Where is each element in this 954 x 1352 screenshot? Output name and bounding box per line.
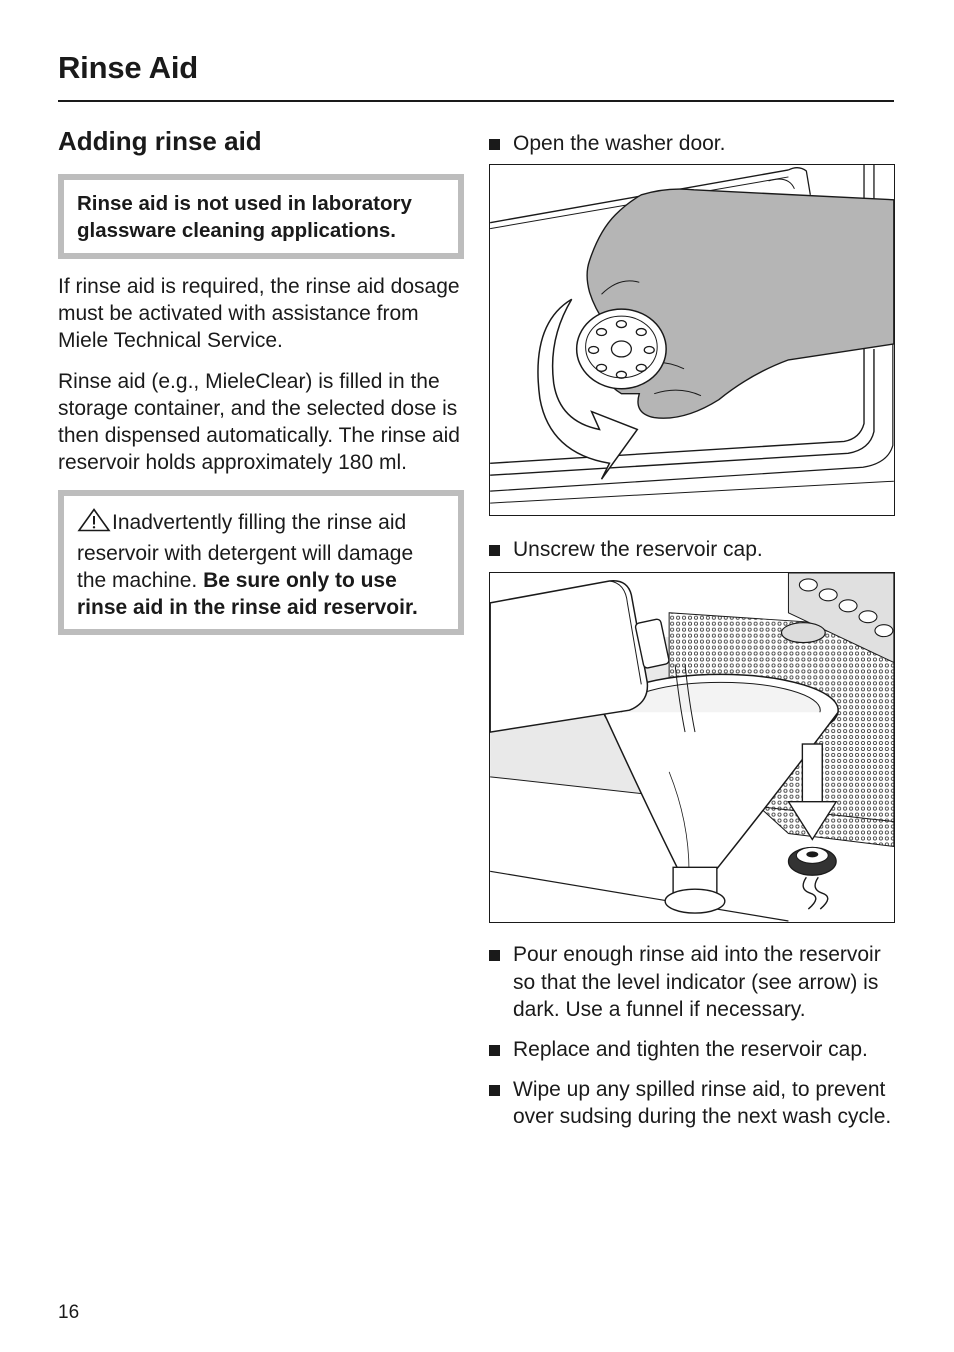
step-replace-cap: Replace and tighten the reservoir cap. — [489, 1036, 895, 1063]
subheading: Adding rinse aid — [58, 126, 262, 156]
paragraph-activation: If rinse aid is required, the rinse aid dosage must be activated with assistance from Miele Technical Service. — [58, 275, 460, 353]
warning-triangle-icon — [77, 508, 111, 539]
section-title: Rinse Aid — [58, 50, 199, 85]
bullet — [489, 139, 500, 150]
step-unscrew-cap: Unscrew the reservoir cap. — [489, 536, 895, 563]
bullet — [489, 1085, 500, 1096]
warning-text: Inadvertently filling the rinse aid reservoir with detergent will damage the machine. — [77, 511, 414, 592]
bullet — [489, 545, 500, 556]
left-column — [58, 124, 464, 635]
warning-box — [58, 490, 464, 635]
page-number: 16 — [58, 1302, 80, 1323]
paragraph-dosage: Rinse aid (e.g., MieleClear) is filled in the storage container, and the selected dose is then dispensed automatically. The rinse aid reservoir holds approximately 180 ml. — [58, 369, 460, 475]
lab-note-box: Rinse aid is not used in laboratory glassware cleaning applications. — [58, 174, 464, 259]
step-open-door: Open the washer door. — [489, 130, 895, 157]
title-divider — [58, 100, 894, 102]
bullet — [489, 950, 500, 961]
warning-bold-text: Be sure only to use rinse aid in the rinse aid reservoir. — [77, 568, 418, 620]
right-column — [489, 130, 895, 1131]
bullet — [489, 1045, 500, 1056]
step-pour-rinse-aid: Pour enough rinse aid into the reservoir so that the level indicator (see arrow) is dark. Use a funnel if necessary. — [489, 941, 895, 1023]
illustration-unscrew-cap — [489, 164, 895, 516]
illustration-funnel-fill — [489, 572, 895, 923]
step-wipe-spill: Wipe up any spilled rinse aid, to prevent over sudsing during the next wash cycle. — [489, 1076, 895, 1130]
